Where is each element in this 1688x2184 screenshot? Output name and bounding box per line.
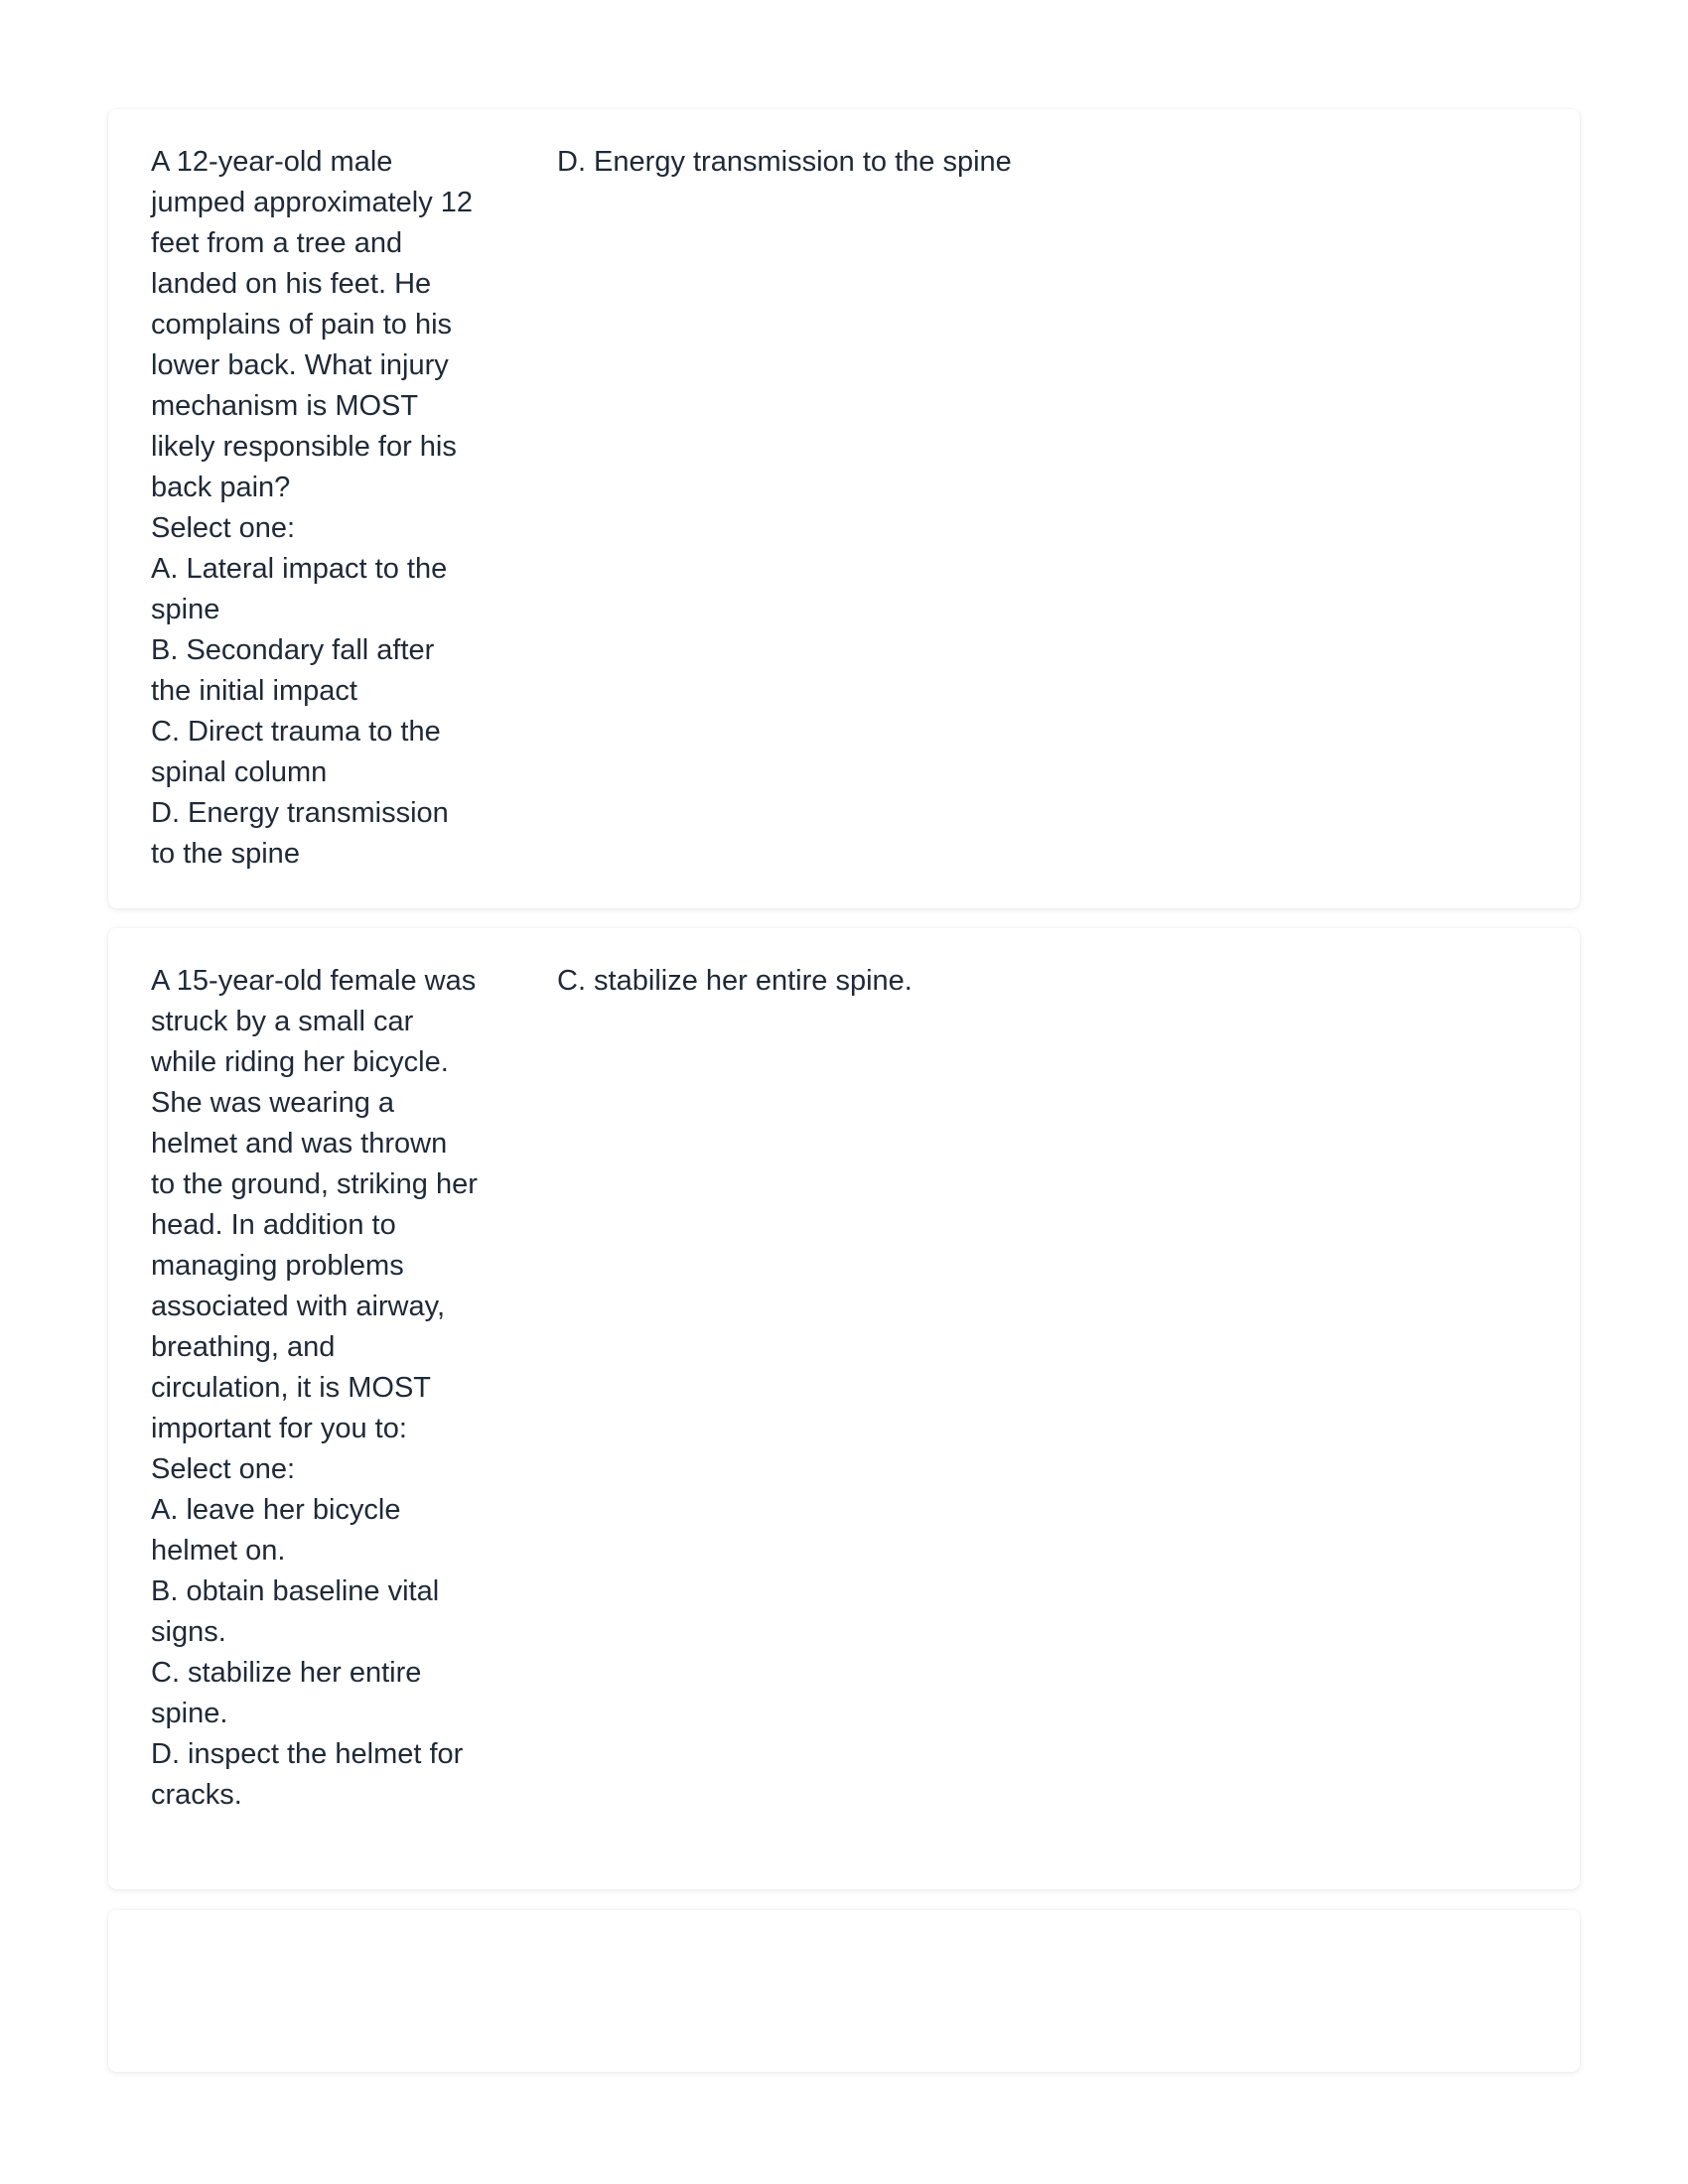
- question-block: [151, 142, 479, 875]
- option-a: A. Lateral impact to the spine: [151, 553, 448, 625]
- question-text: A 12-year-old male jumped approximately 12 feet from a tree and landed on his feet. He complains of pain to his lower back. What injury mechanism is MOST likely responsible for his back pain?: [151, 146, 474, 503]
- select-label: Select one:: [151, 512, 296, 544]
- option-c: C. Direct trauma to the spinal column: [151, 716, 441, 788]
- flashcard: [108, 109, 1580, 908]
- question-block: [151, 961, 479, 1816]
- option-b: B. obtain baseline vital signs.: [151, 1575, 440, 1648]
- answer-text: C. stabilize her entire spine.: [557, 965, 913, 997]
- select-label: Select one:: [151, 1453, 296, 1485]
- option-a: A. leave her bicycle helmet on.: [151, 1494, 401, 1567]
- flashcard-empty: [108, 1910, 1580, 2072]
- option-d: D. Energy transmission to the spine: [151, 797, 449, 870]
- answer-text: D. Energy transmission to the spine: [557, 146, 1012, 178]
- option-c: C. stabilize her entire spine.: [151, 1657, 422, 1729]
- option-b: B. Secondary fall after the initial impact: [151, 634, 435, 707]
- flashcard: [108, 928, 1580, 1889]
- option-d: D. inspect the helmet for cracks.: [151, 1738, 464, 1811]
- question-text: A 15-year-old female was struck by a small car while riding her bicycle. She was wearing a helmet and was thrown to the ground, striking her head. In addition to managing problems associated with airway, breathing, and circulation, it is MOST important for you to:: [151, 965, 478, 1444]
